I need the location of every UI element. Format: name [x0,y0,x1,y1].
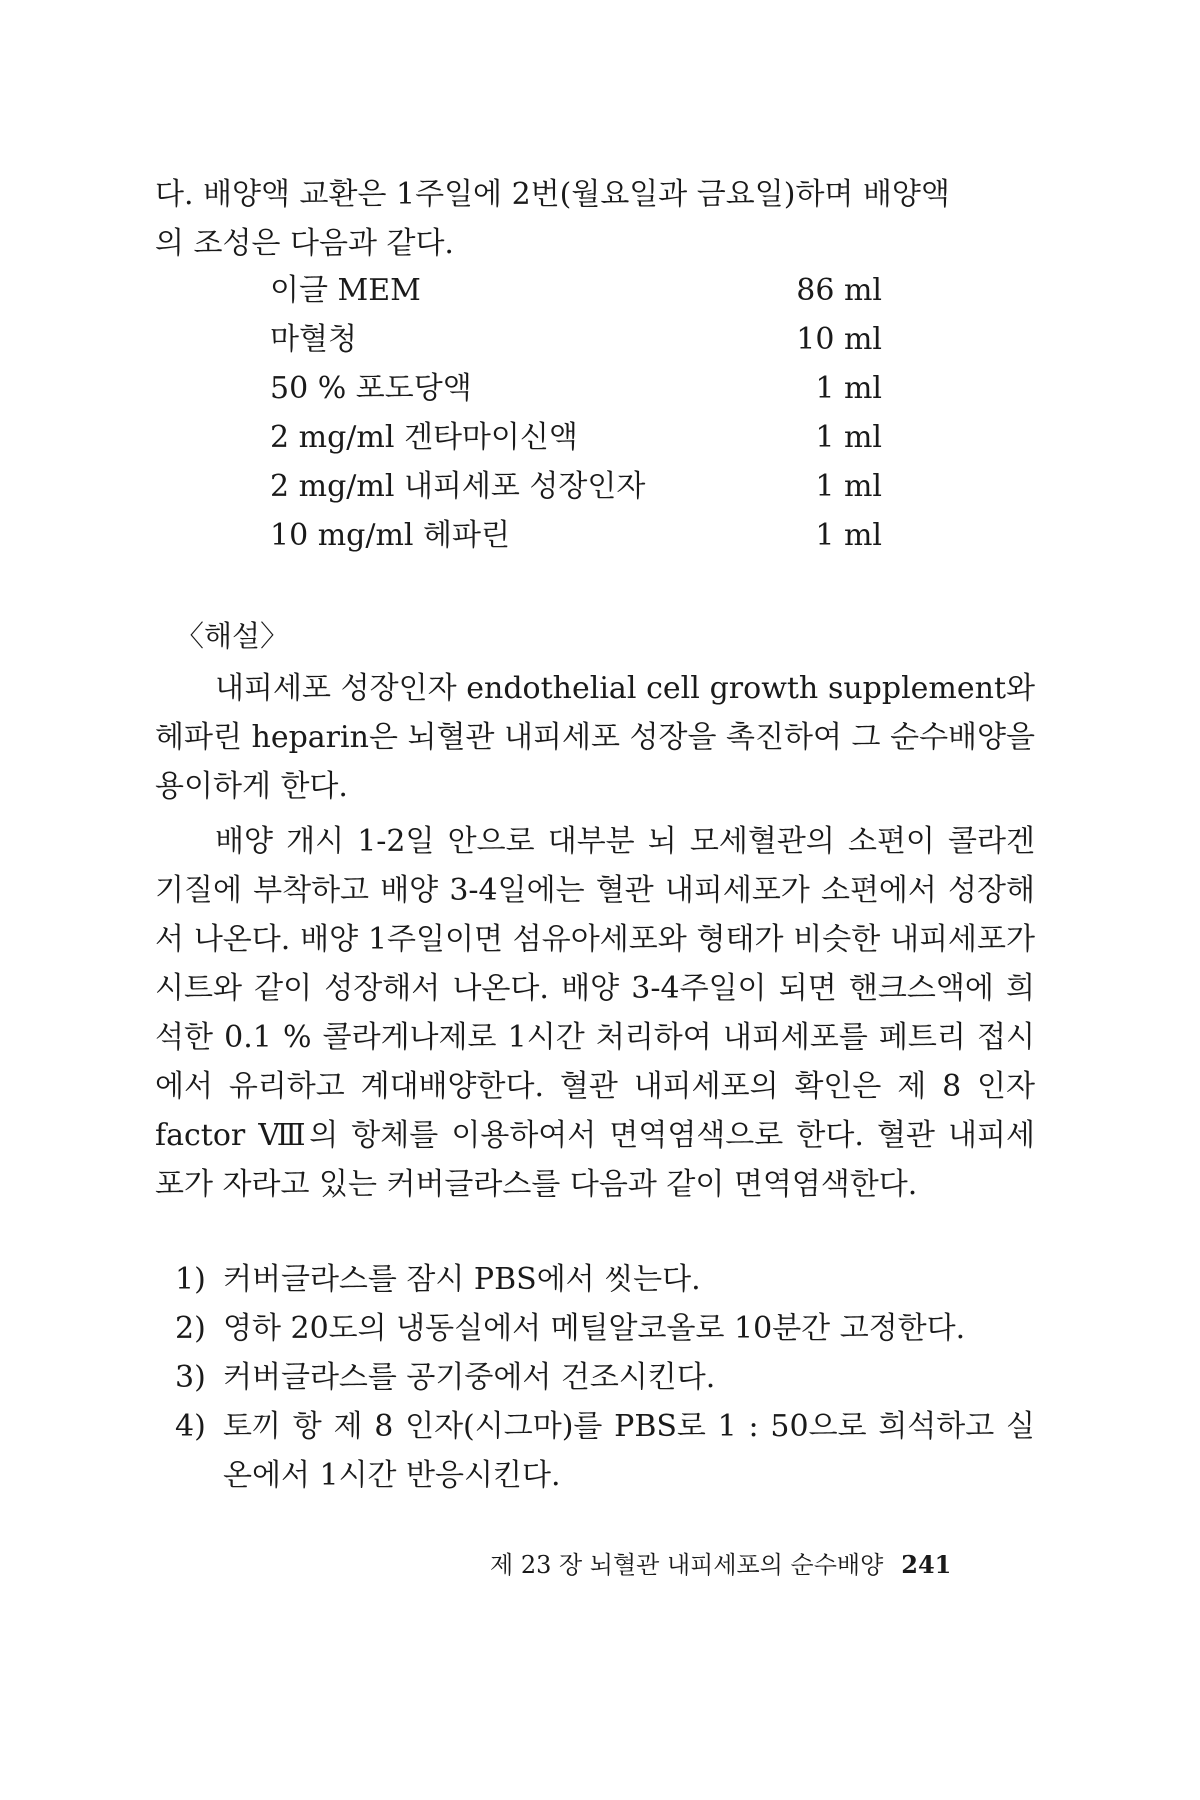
medium-composition-list [270,266,882,560]
step-text: 커버글라스를 잠시 PBS에서 씻는다. [223,1262,701,1297]
step-item [175,1304,1035,1353]
recipe-item-name: 이글 MEM [270,273,421,308]
commentary-paragraph-2: 배양 개시 1-2일 안으로 대부분 뇌 모세혈관의 소편이 콜라겐 기질에 부착하고 배양 3-4일에는 혈관 내피세포가 소편에서 성장해서 나온다. 배양 1주일이면 섬유아세포와 형태가 비슷한 내피세포가 시트와 같이 성장해서 나온다. 배양 3-4주일이 되면 핸크스액에 희석한 0.1 % 콜라게나제로 1시간 처리하여 내피세포를 페트리 접시에서 유리하고 계대배양한다. 혈관 내피세포의 확인은 제 8 인자 factor Ⅷ의 항체를 이용하여서 면역염색으로 한다. 혈관 내피세포가 자라고 있는 커버글라스를 다음과 같이 면역염색한다. [155,824,1035,1202]
commentary-paragraph-1: 내피세포 성장인자 endothelial cell growth supplement와 헤파린 heparin은 뇌혈관 내피세포 성장을 촉진하여 그 순수배양을 용이하게 한다. [155,671,1035,804]
recipe-item-amount: 1 ml [815,420,882,455]
recipe-item [270,266,882,315]
recipe-item [270,315,882,364]
commentary-heading: 〈해설〉 [175,619,290,653]
step-number: 2) [175,1311,206,1346]
staining-steps-list [175,1255,1035,1500]
chapter-title: 제 23 장 뇌혈관 내피세포의 순수배양 [490,1551,884,1579]
recipe-item-name: 50 % 포도당액 [270,371,472,406]
step-item [175,1353,1035,1402]
recipe-item [270,462,882,511]
recipe-item-name: 마혈청 [270,322,357,357]
step-number: 1) [175,1262,206,1297]
recipe-item-amount: 10 ml [796,322,882,357]
intro-line-2: 의 조성은 다음과 같다. [155,226,454,261]
recipe-item-amount: 1 ml [815,518,882,553]
step-text: 영하 20도의 냉동실에서 메틸알코올로 10분간 고정한다. [223,1311,966,1346]
recipe-item-amount: 1 ml [815,371,882,406]
step-number: 3) [175,1360,206,1395]
intro-paragraph [155,170,1035,268]
recipe-item-name: 2 mg/ml 겐타마이신액 [270,420,578,455]
recipe-item-amount: 86 ml [796,273,882,308]
running-footer [490,1548,951,1582]
intro-line-1: 다. 배양액 교환은 1주일에 2번(월요일과 금요일)하며 배양액 [155,177,950,212]
step-text: 토끼 항 제 8 인자(시그마)를 PBS로 1 : 50으로 희석하고 실온에서 1시간 반응시킨다. [223,1409,1035,1493]
recipe-item [270,364,882,413]
recipe-item-name: 2 mg/ml 내피세포 성장인자 [270,469,646,504]
commentary-body [155,664,1035,1209]
step-item [175,1402,1035,1500]
page-number: 241 [901,1550,952,1579]
recipe-item-amount: 1 ml [815,469,882,504]
recipe-item [270,511,882,560]
recipe-item [270,413,882,462]
step-text: 커버글라스를 공기중에서 건조시킨다. [223,1360,716,1395]
recipe-item-name: 10 mg/ml 헤파린 [270,518,510,553]
step-item [175,1255,1035,1304]
step-number: 4) [175,1409,206,1444]
